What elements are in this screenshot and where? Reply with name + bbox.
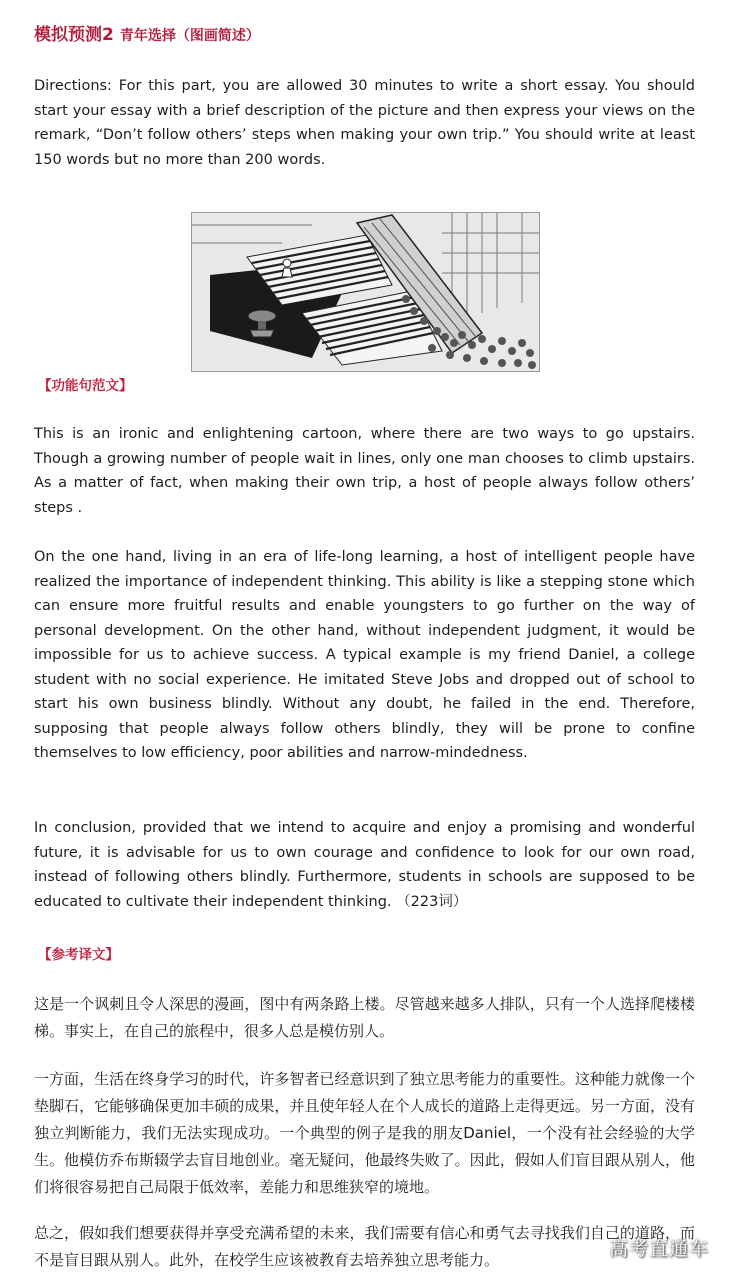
translation-paragraph-3: 总之，假如我们想要获得并享受充满希望的未来，我们需要有信心和勇气去寻找我们自己的道路，而不是盲目跟从别人。此外，在校学生应该被教育去培养独立思考能力。 <box>34 1224 695 1269</box>
essay-paragraph-2: On the one hand, living in an era of life-long learning, a host of intelligent people have realized the importance of independent thinking. This ability is like a stepping stone which can ensure more fruitful results and enable youngsters to go further on the way of personal development. On the other hand, without independent judgment, it would be impossible for us to achieve success. A typical example is my friend Daniel, a college student with no social experience. He imitated Steve Jobs and dropped out of school to start his own business blindly. Without any doubt, he failed in the end. Therefore, supposing that people always follow others blindly, they will be prone to confine themselves to low efficiency, poor abilities and narrow-mindedness. <box>34 549 695 761</box>
title-subtitle: 青年选择（图画简述） <box>119 28 260 44</box>
title-main: 模拟预测2 <box>34 25 114 45</box>
watermark-text: 高考直通车 <box>608 1238 709 1260</box>
translation-label: 【参考译文】 <box>38 947 119 963</box>
model-essay-label: 【功能句范文】 <box>38 378 133 394</box>
page-title <box>34 20 260 45</box>
essay-paragraph-1: This is an ironic and enlightening cartoon, where there are two ways to go upstairs. Though a growing number of people wait in lines, only one man chooses to climb upstairs. As a matter of fact, when making their own trip, a host of people always follow others’ steps . <box>34 426 695 516</box>
translation-paragraph-1: 这是一个讽刺且令人深思的漫画，图中有两条路上楼。尽管越来越多人排队，只有一个人选择爬楼楼梯。事实上，在自己的旅程中，很多人总是模仿别人。 <box>34 995 695 1040</box>
escalator-cartoon-icon <box>192 213 539 371</box>
cartoon-figure <box>191 212 540 372</box>
directions-paragraph: Directions: For this part, you are allowed 30 minutes to write a short essay. You should start your essay with a brief description of the picture and then express your views on the remark, “Don’t follow others’ steps when making your own trip.” You should write at least 150 words but no more than 200 words. <box>34 78 695 168</box>
translation-paragraph-2: 一方面，生活在终身学习的时代，许多智者已经意识到了独立思考能力的重要性。这种能力就像一个垫脚石，它能够确保更加丰硕的成果，并且使年轻人在个人成长的道路上走得更远。另一方面，没有独立判断能力，我们无法实现成功。一个典型的例子是我的朋友Daniel，一个没有社会经验的大学生。他模仿乔布斯辍学去盲目地创业。毫无疑问，他最终失败了。因此，假如人们盲目跟从别人，他们将很容易把自己局限于低效率，差能力和思维狭窄的境地。 <box>34 1070 695 1196</box>
essay-paragraph-3: In conclusion, provided that we intend to acquire and enjoy a promising and wonderful future, it is advisable for us to own courage and confidence to look for our own road, instead of following others blindly. Furthermore, students in schools are supposed to be educated to cultivate their independent thinking. （223词） <box>34 820 695 910</box>
